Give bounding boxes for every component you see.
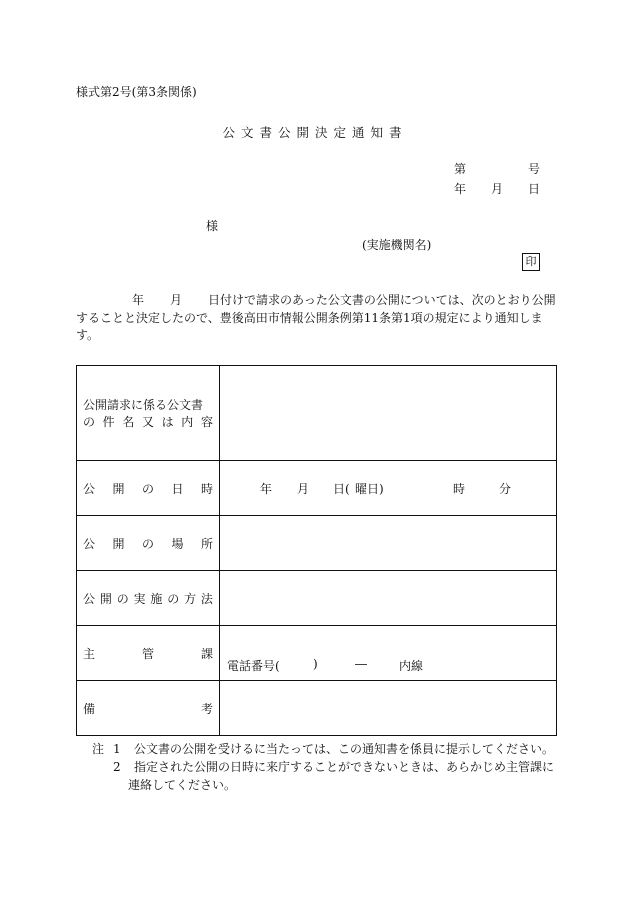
notes: [92, 740, 554, 794]
issue-date-year: 年: [454, 182, 467, 196]
notice-body: [76, 292, 560, 345]
subject-label-line2: [83, 413, 213, 430]
label-char: 容: [200, 415, 213, 429]
note-item: [92, 740, 554, 758]
label-char: 公: [83, 536, 96, 551]
note-item-continuation: [92, 776, 554, 794]
date-weekday: 曜日): [355, 481, 384, 496]
note-text: 指定された公開の日時に来庁することができないときは、あらかじめ主管課に: [134, 760, 555, 774]
label-char: 考: [200, 701, 213, 716]
method-value-cell[interactable]: [220, 571, 557, 626]
label-char: 管: [141, 646, 154, 661]
label-char: 実: [133, 591, 146, 606]
date-year: 年: [260, 481, 273, 496]
issue-date-month: 月: [490, 182, 503, 196]
subject-value-cell[interactable]: [220, 366, 557, 461]
form-number: 様式第2号(第3条関係): [76, 85, 197, 99]
label-char: の: [167, 591, 180, 606]
date-hour: 時: [453, 481, 466, 496]
note-number: 1: [113, 742, 121, 756]
subject-row: [77, 366, 557, 461]
note-item: [92, 758, 554, 776]
agency-name-label: (実施機関名): [362, 238, 432, 252]
date-month: 月: [297, 481, 310, 496]
remarks-value-cell[interactable]: [220, 681, 557, 736]
label-char: 場: [171, 536, 184, 551]
label-char: 開: [99, 591, 112, 606]
phone-extension: 内線: [399, 659, 424, 673]
date-day: 日(: [333, 481, 350, 496]
document-title: 公文書公開決定通知書: [222, 125, 408, 140]
number-suffix: 号: [528, 162, 541, 176]
label-char: は: [161, 415, 174, 429]
remarks-row: [77, 681, 557, 736]
label-char: 法: [200, 591, 213, 606]
remarks-label-cell: [77, 681, 220, 736]
method-label-cell: [77, 571, 220, 626]
label-char: 日: [171, 481, 184, 496]
place-label-cell: [77, 516, 220, 571]
method-row: [77, 571, 557, 626]
label-char: 件: [102, 415, 115, 429]
place-row: [77, 516, 557, 571]
issue-date-day: 日: [527, 182, 540, 196]
subject-label-line1: 公開請求に係る公文書: [83, 398, 204, 412]
label-char: 時: [200, 481, 213, 496]
date-value-cell[interactable]: [220, 461, 557, 516]
number-label: 第: [454, 162, 467, 176]
label-char: 施: [150, 591, 163, 606]
label-char: 公: [83, 591, 96, 606]
issue-date: [454, 180, 540, 197]
addressee-suffix: 様: [206, 219, 219, 233]
label-char: 方: [184, 591, 197, 606]
label-char: 又: [141, 415, 154, 429]
seal-box: 印: [522, 253, 540, 271]
date-label-cell: [77, 461, 220, 516]
label-char: 名: [122, 415, 135, 429]
label-char: の: [141, 536, 154, 551]
phone-dash: ―: [355, 657, 367, 671]
phone-line: [227, 657, 423, 674]
phone-close: ): [313, 657, 318, 671]
note-number: 2: [113, 760, 121, 774]
date-row: [77, 461, 557, 516]
label-char: の: [141, 481, 154, 496]
disclosure-table: [76, 365, 557, 736]
department-label-cell: [77, 626, 220, 681]
label-char: 主: [83, 646, 96, 661]
department-value-cell[interactable]: [220, 626, 557, 681]
place-value-cell[interactable]: [220, 516, 557, 571]
label-char: 内: [181, 415, 194, 429]
label-char: の: [116, 591, 129, 606]
body-month: 月: [170, 293, 183, 307]
label-char: 開: [112, 536, 125, 551]
label-char: 課: [200, 646, 213, 661]
body-text: 日付けで請求のあった公文書の公開については、次のとおり公開することと決定したので、豊後高田市情報公開条例第11条第1項の規定により通知します。: [76, 293, 556, 342]
subject-label-cell: [77, 366, 220, 461]
department-row: [77, 626, 557, 681]
label-char: 備: [83, 701, 96, 716]
phone-label: 電話番号(: [227, 659, 280, 673]
label-char: 所: [200, 536, 213, 551]
note-text: 公文書の公開を受けるに当たっては、この通知書を係員に提示してください。: [134, 742, 555, 756]
date-minute: 分: [499, 481, 512, 496]
label-char: 公: [83, 481, 96, 496]
body-year: 年: [132, 293, 145, 307]
label-char: の: [83, 415, 96, 429]
label-char: 開: [112, 481, 125, 496]
note-head: 注: [92, 742, 105, 756]
note-text: 連絡してください。: [128, 778, 237, 792]
